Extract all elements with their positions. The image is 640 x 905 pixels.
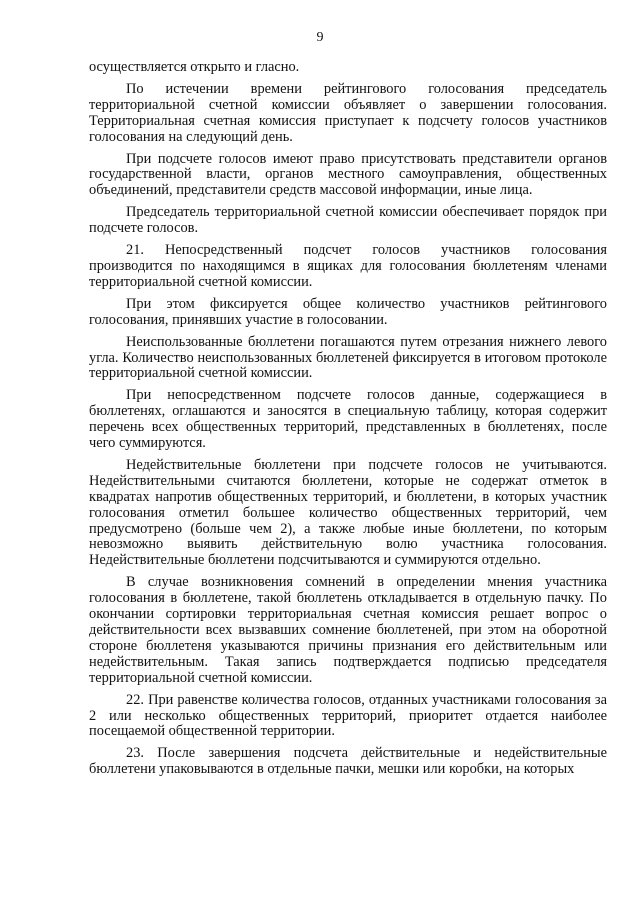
paragraph-invalid-ballots: Недействительные бюллетени при подсчете голосов не учитываются. Недействительными считаются бюллетени, которые не содержат отметок в квадратах напротив общественных территорий, и бюллетени, в которых участник голосования отметил большее количество общественных территорий, чем предусмотрено (больше чем 2), а также любые иные бюллетени, по которым невозможно выявить действительную волю участника голосования. Недействительные бюллетени подсчитываются и суммируются отдельно. <box>89 456 607 569</box>
paragraph-participant-count: При этом фиксируется общее количество участников рейтингового голосования, принявших участие в голосовании. <box>89 295 607 328</box>
paragraph-observers: При подсчете голосов имеют право присутствовать представители органов государственной власти, органов местного самоуправления, общественных объединений, представители средств массовой информации, иные лица. <box>89 150 607 199</box>
paragraph-clause-23: 23. После завершения подсчета действительные и недействительные бюллетени упаковываются в отдельные пачки, мешки или коробки, на которых <box>89 745 607 778</box>
paragraph-chair-order: Председатель территориальной счетной комиссии обеспечивает порядок при подсчете голосов. <box>89 204 607 237</box>
paragraph-clause-21: 21. Непосредственный подсчет голосов участников голосования производится по находящимся в ящиках для голосования бюллетеням членами территориальной счетной комиссии. <box>89 242 607 290</box>
page-number: 9 <box>316 30 324 45</box>
paragraph-doubtful-ballots: В случае возникновения сомнений в определении мнения участника голосования в бюллетене, такой бюллетень откладывается в отдельную пачку. По окончании сортировки территориальная счетная комиссия решает вопрос о действительности всех вызвавших сомнение бюллетеней, при этом на оборотной стороне бюллетеня указываются причины признания его действительным или недействительным. Такая запись подтверждается подписью председателя территориальной счетной комиссии. <box>89 574 607 686</box>
document-body <box>89 60 607 784</box>
paragraph-counting-table: При непосредственном подсчете голосов данные, содержащиеся в бюллетенях, оглашаются и заносятся в специальную таблицу, которая содержит перечень всех общественных территорий, представленных в бюллетенях, после чего суммируются. <box>89 387 607 452</box>
paragraph-voting-end: По истечении времени рейтингового голосования председатель территориальной счетной комиссии объявляет о завершении голосования. Территориальная счетная комиссия приступает к подсчету голосов участников голосования на следующий день. <box>89 80 607 145</box>
paragraph-clause-22: 22. При равенстве количества голосов, отданных участниками голосования за 2 или несколько общественных территорий, приоритет отдается наиболее посещаемой общественной территории. <box>89 691 607 740</box>
paragraph-unused-ballots: Неиспользованные бюллетени погашаются путем отрезания нижнего левого угла. Количество неиспользованных бюллетеней фиксируется в итоговом протоколе территориальной счетной комиссии. <box>89 333 607 382</box>
paragraph-continuation: осуществляется открыто и гласно. <box>89 59 300 75</box>
